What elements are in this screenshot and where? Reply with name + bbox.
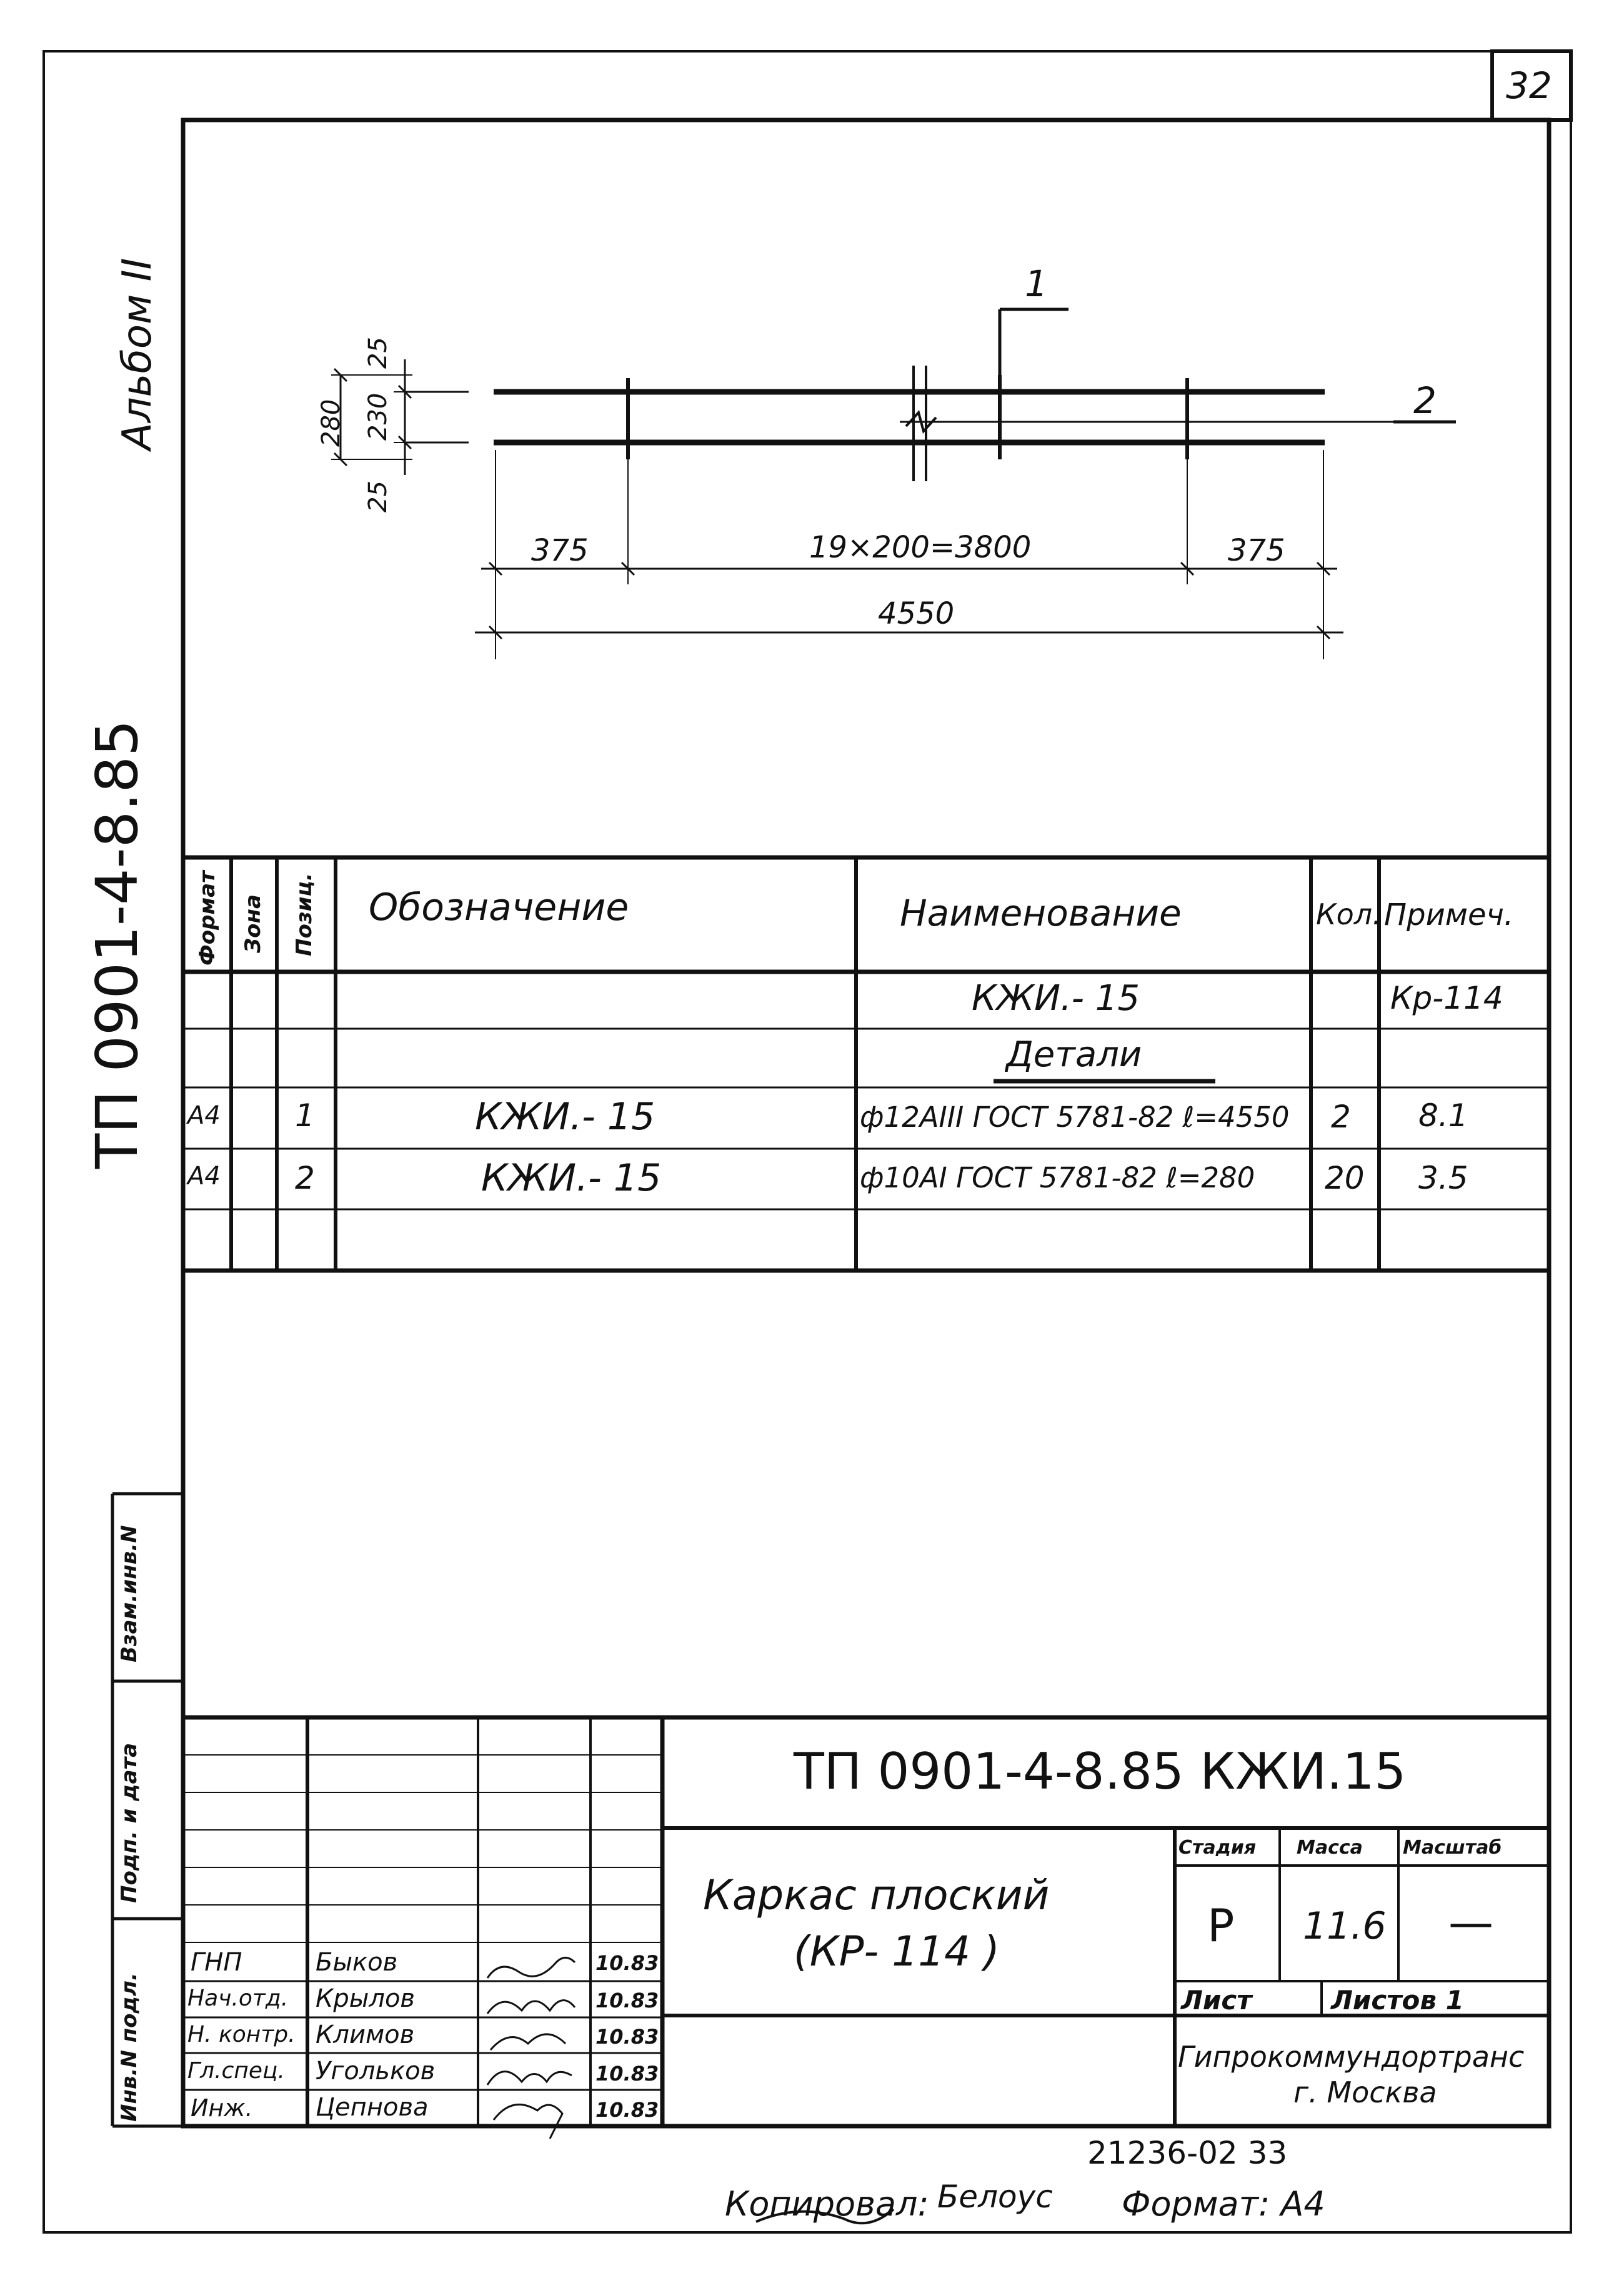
object-name-line2: (КР- 114 ) — [794, 1927, 1000, 1976]
header-qty: Кол. — [1316, 897, 1382, 931]
signer-date-1: 10.83 — [595, 1951, 659, 1975]
row4-format: А4 — [187, 1162, 221, 1191]
album-label: Альбом II — [114, 257, 161, 450]
header-zone: Зона — [241, 894, 266, 953]
signer-date-2: 10.83 — [595, 1989, 659, 2012]
dim-end-right: 375 — [1228, 533, 1285, 568]
dim-end-left: 375 — [531, 533, 589, 568]
document-code: ТП 0901-4-8.85 КЖИ.15 — [794, 1742, 1407, 1801]
side-document-code: ТП 0901-4-8.85 — [84, 719, 151, 1169]
row3-designation: КЖИ.- 15 — [475, 1095, 655, 1139]
mass-label: Масса — [1297, 1837, 1363, 1859]
row3-note: 8.1 — [1418, 1097, 1468, 1134]
signer-role-1: ГНП — [191, 1948, 242, 1977]
signer-date-5: 10.83 — [595, 2098, 659, 2122]
scale-value: — — [1448, 1896, 1493, 1949]
sheet-number: 32 — [1506, 64, 1552, 107]
side-label-original-inv: Инв.N подл. — [117, 1972, 142, 2122]
archive-number: 21236-02 33 — [1087, 2135, 1288, 2171]
row3-name: ф12АIII ГОСТ 5781-82 ℓ=4550 — [860, 1101, 1290, 1134]
row3-position: 1 — [295, 1097, 315, 1134]
header-name: Наименование — [900, 892, 1182, 934]
header-position: Позиц. — [292, 872, 317, 956]
row1-note: Кр-114 — [1390, 980, 1503, 1016]
scale-label: Масштаб — [1403, 1837, 1502, 1859]
signer-name-3: Климов — [316, 2021, 415, 2049]
row4-position: 2 — [295, 1160, 315, 1196]
side-label-signature-date: Подп. и дата — [117, 1742, 142, 1903]
header-note: Примеч. — [1384, 897, 1514, 932]
copied-by-label: Копировал: — [725, 2184, 929, 2224]
sheet-format: Формат: А4 — [1122, 2184, 1325, 2224]
signer-name-2: Крылов — [316, 1984, 415, 2013]
dim-left-bottom: 25 — [364, 481, 392, 512]
side-label-replacement-inv: Взам.инв.N — [117, 1525, 142, 1662]
row4-note: 3.5 — [1418, 1160, 1468, 1196]
stage-label: Стадия — [1178, 1837, 1257, 1859]
dim-middle: 19×200=3800 — [809, 530, 1032, 565]
organization-name: Гипрокоммундортранс — [1178, 2040, 1525, 2074]
organization-city: г. Москва — [1293, 2076, 1437, 2109]
stage-value: Р — [1207, 1899, 1235, 1952]
mass-value: 11.6 — [1303, 1904, 1387, 1948]
position-mark-2: 2 — [1413, 379, 1437, 422]
row2-name: Детали — [1006, 1034, 1142, 1075]
signer-date-4: 10.83 — [595, 2062, 659, 2086]
object-name-line1: Каркас плоский — [703, 1871, 1050, 1919]
signer-name-4: Угольков — [316, 2057, 436, 2086]
signer-name-5: Цепнова — [316, 2093, 429, 2122]
row4-qty: 20 — [1325, 1160, 1365, 1196]
copier-signature: Белоус — [937, 2179, 1053, 2215]
dim-left-230: 230 — [364, 392, 392, 441]
row1-name: КЖИ.- 15 — [972, 978, 1140, 1019]
header-designation: Обозначение — [369, 886, 629, 929]
row3-qty: 2 — [1331, 1099, 1351, 1135]
dim-total: 4550 — [878, 596, 955, 631]
row4-designation: КЖИ.- 15 — [481, 1156, 662, 1200]
dim-left-280: 280 — [317, 399, 346, 447]
section-mark: 1 — [1025, 262, 1048, 305]
row3-format: А4 — [187, 1101, 221, 1130]
signer-name-1: Быков — [316, 1948, 398, 1977]
signer-role-3: Н. контр. — [187, 2022, 296, 2047]
signer-role-4: Гл.спец. — [187, 2058, 285, 2084]
row4-name: ф10АI ГОСТ 5781-82 ℓ=280 — [860, 1161, 1255, 1194]
sheet-label: Лист — [1181, 1985, 1252, 2016]
signer-role-5: Инж. — [191, 2094, 253, 2122]
header-format: Формат — [195, 871, 220, 966]
dim-left-top: 25 — [364, 337, 392, 369]
signer-date-3: 10.83 — [595, 2025, 659, 2049]
sheets-count-label: Листов 1 — [1331, 1985, 1464, 2016]
signer-role-2: Нач.отд. — [187, 1986, 289, 2011]
